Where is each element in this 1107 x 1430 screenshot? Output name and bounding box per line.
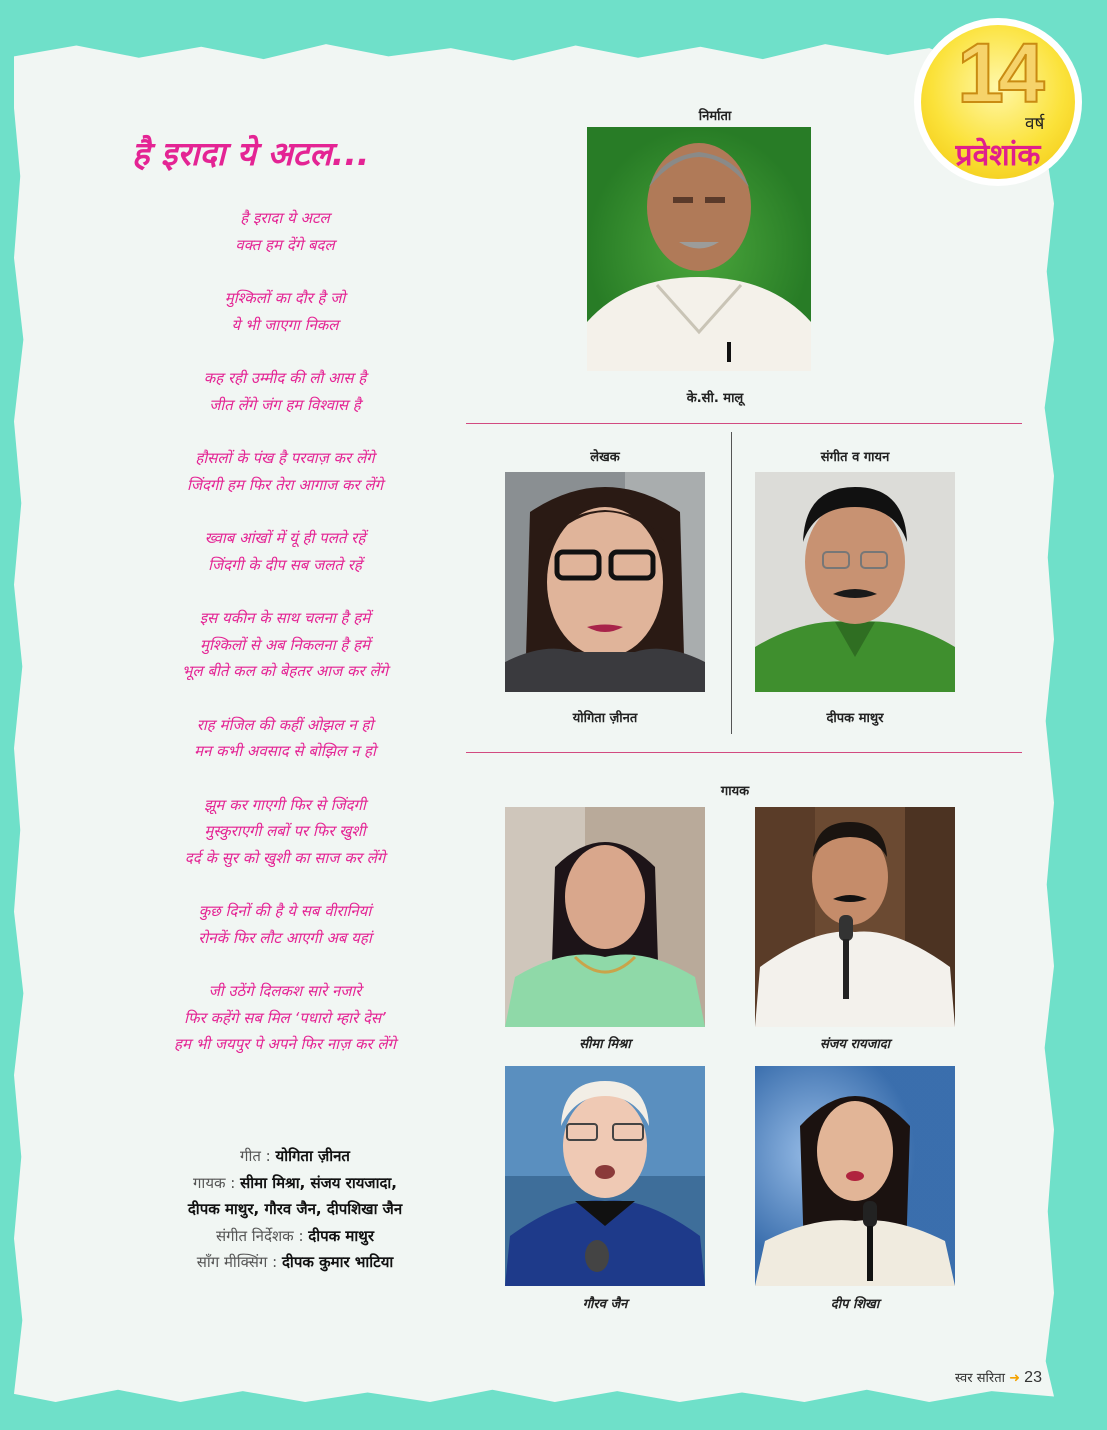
divider-middle (466, 752, 1022, 753)
divider-vertical (731, 432, 732, 734)
badge-number: 14 (957, 26, 1039, 120)
song-credits (150, 1143, 440, 1276)
poem-stanza (130, 898, 440, 951)
singer3-photo (505, 1066, 705, 1286)
singer1-name: सीमा मिश्रा (579, 1037, 631, 1052)
page-number: 23 (1024, 1369, 1042, 1386)
credit-geet-label: गीत : (240, 1147, 271, 1165)
poem-line: इस यकीन के साथ चलना है हमें (199, 609, 371, 627)
poem-stanza (130, 605, 440, 685)
credit-mixing-value: दीपक कुमार भाटिया (281, 1253, 394, 1271)
poem-title: है इरादा ये अटल... (132, 134, 370, 173)
poem-line: फिर कहेंगे सब मिल ‘पधारो म्हारे देस’ (184, 1008, 386, 1027)
divider-top (466, 423, 1022, 424)
magazine-name: स्वर सरिता (955, 1371, 1005, 1386)
singer1-photo (505, 807, 705, 1027)
poem-stanza (130, 792, 440, 872)
poem-line: ये भी जाएगा निकल (231, 315, 339, 334)
poem-line: वक्त हम देंगे बदल (235, 235, 335, 254)
poem-line: मुश्किलों का दौर है जो (224, 289, 346, 307)
composer-photo (755, 472, 955, 692)
poem-line: हौसलों के पंख है परवाज़ कर लेंगे (195, 449, 375, 467)
composer-role: संगीत व गायन (820, 450, 890, 465)
composer-name: दीपक माथुर (826, 711, 884, 726)
credit-gayak-value-2: दीपक माथुर, गौरव जैन, दीपशिखा जैन (187, 1200, 403, 1218)
credit-gayak-value-1: सीमा मिश्रा, संजय रायजादा, (240, 1173, 397, 1192)
poem-line: मन कभी अवसाद से बोझिल न हो (194, 742, 376, 760)
credit-music-value: दीपक माथुर (308, 1226, 374, 1245)
poem-stanza (130, 525, 440, 578)
poem-stanza (130, 365, 440, 418)
poem-stanza (130, 285, 440, 338)
poem-line: रोनकें फिर लौट आएगी अब यहां (198, 928, 372, 947)
poem-line: ख्वाब आंखों में यूं ही पलते रहें (204, 529, 366, 547)
poem-line: कह रही उम्मीद की लौ आस है (203, 369, 367, 387)
poem-line: है इरादा ये अटल (240, 209, 330, 227)
singer3-name: गौरव जैन (582, 1297, 628, 1312)
poem-line: दर्द के सुर को खुशी का साज कर लेंगे (184, 848, 386, 867)
poem-line: जी उठेंगे दिलकश सारे नजारे (208, 982, 362, 1000)
anniversary-badge (914, 18, 1082, 186)
poem-stanza (130, 205, 440, 258)
writer-role: लेखक (590, 450, 620, 465)
singer4-name: दीप शिखा (830, 1297, 880, 1312)
producer-name: के.सी. मालू (686, 391, 744, 406)
credit-music-label: संगीत निर्देशक : (216, 1226, 304, 1245)
credit-mixing-label: साँग मीक्सिंग : (196, 1253, 278, 1271)
poem-line: हम भी जयपुर पे अपने फिर नाज़ कर लेंगे (173, 1035, 397, 1053)
poem-line: मुश्किलों से अब निकलना है हमें (199, 635, 371, 654)
poem-line: जीत लेंगे जंग हम विश्वास है (209, 395, 361, 414)
poem-line: मुस्कुराएगी लबों पर फिर खुशी (204, 822, 366, 840)
poem-line: जिंदगी हम फिर तेरा आगाज कर लेंगे (186, 475, 384, 494)
badge-label: प्रवेशांक (955, 138, 1041, 173)
poem-line: जिंदगी के दीप सब जलते रहें (208, 555, 362, 574)
poem-line: राह मंजिल की कहीं ओझल न हो (196, 715, 374, 734)
page-footer (955, 1368, 1042, 1387)
badge-varsh: वर्ष (1025, 114, 1045, 134)
credit-geet-value: योगिता ज़ीनत (275, 1147, 350, 1165)
poem-stanza (130, 978, 440, 1058)
singer4-photo (755, 1066, 955, 1286)
poem-line: कुछ दिनों की है ये सब वीरानियां (198, 902, 372, 920)
producer-role: निर्माता (698, 109, 732, 124)
singers-role: गायक (720, 784, 750, 799)
poem-stanza (130, 712, 440, 765)
writer-photo (505, 472, 705, 692)
producer-photo (587, 127, 811, 371)
writer-name: योगिता ज़ीनत (572, 711, 638, 726)
arrow-right-icon: ➜ (1009, 1371, 1021, 1386)
poem-line: भूल बीते कल को बेहतर आज कर लेंगे (181, 662, 389, 680)
poem-stanza (130, 445, 440, 498)
singer2-photo (755, 807, 955, 1027)
poem-line: झूम कर गाएगी फिर से जिंदगी (204, 795, 366, 814)
poem-body (130, 205, 440, 1085)
singer2-name: संजय रायजादा (819, 1037, 890, 1052)
credit-gayak-label: गायक : (192, 1173, 236, 1192)
